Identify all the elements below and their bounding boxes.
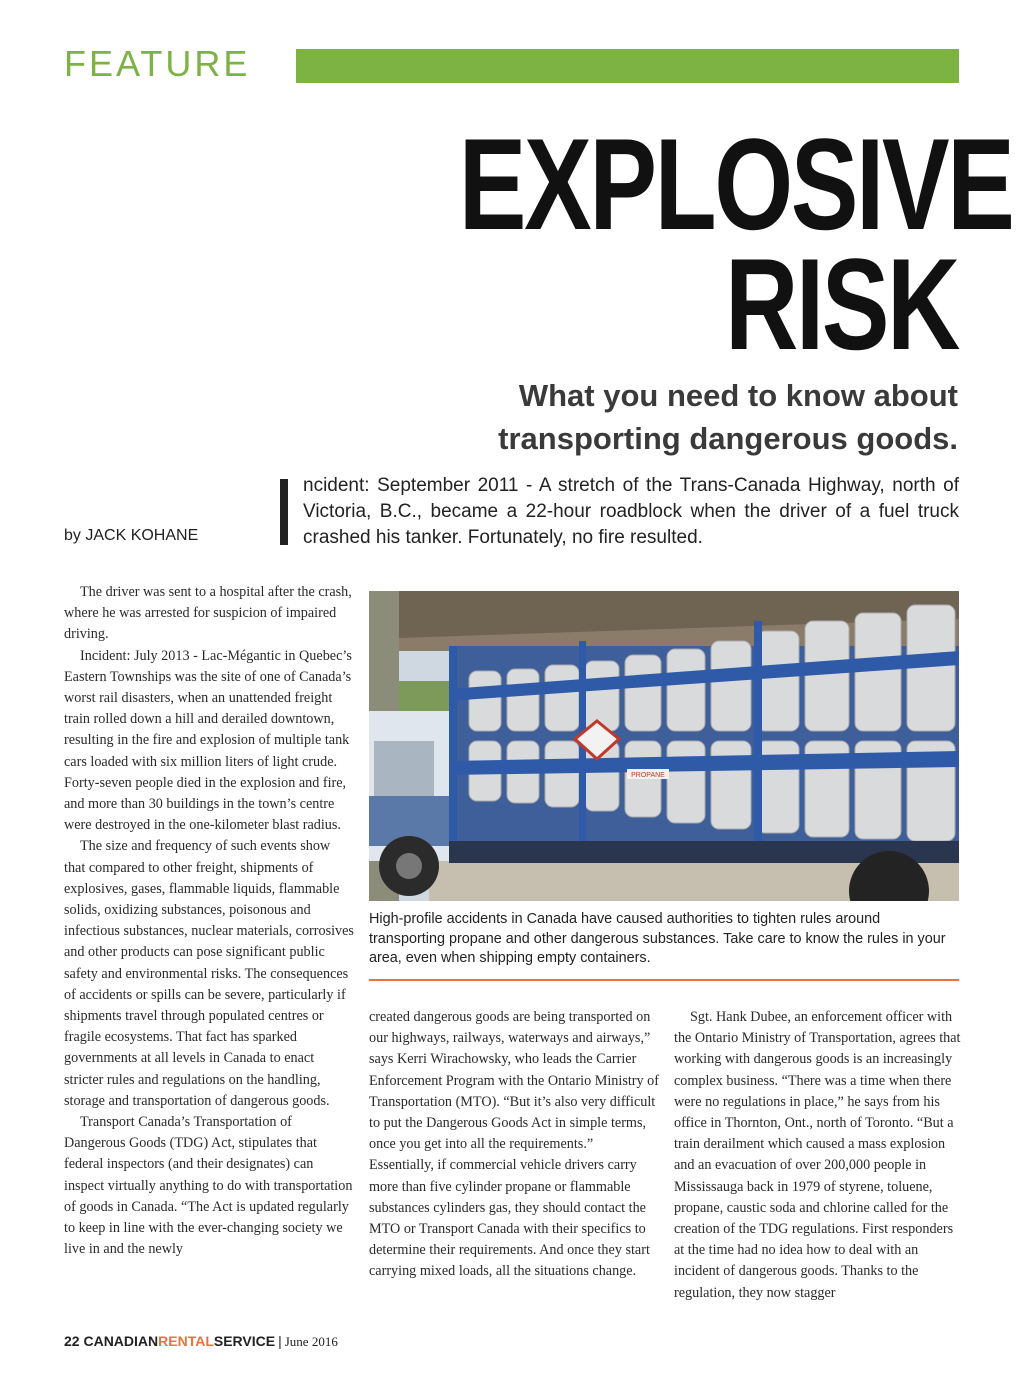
- propane-sign-text: PROPANE: [631, 772, 665, 779]
- col3-paragraph-1: Sgt. Hank Dubee, an enforcement officer with the Ontario Ministry of Transportation, agrees that working with dangerous goods is an increasingly complex business. “There was a time when there were no regulations in place,” he says from his office in Thornton, Ont., north of Toronto. “But a train derailment which caused a mass explosion and an evacuation of over 200,000 people in Mississauga back in 1979 of styrene, toluene, propane, caustic soda and chlorine called for the creation of the TDG regulations. First responders at the time had no idea how to deal with an incident of dangerous goods. Thanks to the regulation, they now stagger: [674, 1009, 961, 1301]
- lead-text: ncident: September 2011 - A stretch of the Trans-Canada Highway, north of Victoria, B.C., became a 22-hour roadblock when the driver of a fuel truck crashed his tanker. Fortunately, no fire resulted.: [303, 475, 959, 548]
- column-3: [674, 1007, 964, 1304]
- deck-line-1: What you need to know about: [518, 378, 958, 413]
- drop-cap: [280, 479, 288, 545]
- col1-paragraph-1: The driver was sent to a hospital after the crash, where he was arrested for suspicion of impaired driving.: [64, 584, 352, 643]
- byline: by JACK KOHANE: [64, 527, 199, 544]
- col2-paragraph-1: created dangerous goods are being transported on our highways, railways, waterways and airways,” says Kerri Wirachowsky, who leads the Carrier Enforcement Program with the Ontario Ministry of Transportation (MTO). “But it’s also very difficult to put the Dangerous Goods Act in simple terms, once you get into all the requirements.” Essentially, if commercial vehicle drivers carry more than five cylinder propane or flammable substances cylinders gas, they should contact the MTO or Transport Canada with their specifics to determine their requirements. And once they start carrying mixed loads, all the situations change.: [369, 1009, 659, 1280]
- deck-line-2: transporting dangerous goods.: [498, 421, 958, 456]
- deck: [398, 374, 958, 460]
- headline-line-2: RISK: [725, 231, 958, 377]
- page-footer: [64, 1333, 338, 1350]
- section-accent-bar: [296, 49, 959, 83]
- publication-name-part-1: CANADIAN: [83, 1333, 159, 1349]
- publication-name-part-3: SERVICE: [213, 1333, 276, 1349]
- col1-paragraph-2: Incident: July 2013 - Lac-Mégantic in Quebec’s Eastern Townships was the site of one of Canada’s worst rail disasters, when an unattended freight train rolled down a hill and derailed downtown, resulting in the fire and explosion of multiple tank cars loaded with six million liters of light crude. Forty-seven people died in the explosion and fire, and more than 30 buildings in the town’s centre were destroyed in the one-kilometer blast radius.: [64, 647, 352, 834]
- column-1: [64, 582, 354, 1261]
- headline: [318, 111, 1013, 377]
- caption-divider: [369, 979, 959, 981]
- column-2: [369, 1007, 659, 1283]
- publication-name-part-2: RENTAL: [158, 1333, 214, 1349]
- headline-line-1: EXPLOSIVE: [458, 111, 1013, 257]
- col1-paragraph-3: The size and frequency of such events show that compared to other freight, shipments of explosives, gases, flammable liquids, flammable solids, oxidizing substances, poisonous and infectious substances, nuclear materials, corrosives and other products can pose significant public safety and environmental risks. The consequences of accidents or spills can be severe, particularly if shipments travel through populated centres or fragile ecosystems. That fact has sparked governments at all levels in Canada to enact stricter rules and regulations on the handling, storage and transportation of dangerous goods.: [64, 838, 354, 1109]
- lead-paragraph: [303, 473, 959, 551]
- issue-date: June 2016: [284, 1334, 338, 1349]
- photo-caption: High-profile accidents in Canada have caused authorities to tighten rules around transporting propane and other dangerous substances. Take care to know the rules in your area, even when shipping empty containers.: [369, 911, 946, 966]
- propane-truck-photo: [369, 591, 959, 901]
- footer-separator: |: [278, 1333, 282, 1349]
- photo-illustration: [369, 591, 959, 901]
- page-number: 22: [64, 1333, 80, 1349]
- col1-paragraph-4: Transport Canada’s Transportation of Dangerous Goods (TDG) Act, stipulates that federal inspectors (and their designates) can inspect virtually anything to do with transportation of goods in Canada. “The Act is updated regularly to keep in line with the ever-changing society we live in and the newly: [64, 1114, 353, 1258]
- section-label: FEATURE: [64, 43, 251, 84]
